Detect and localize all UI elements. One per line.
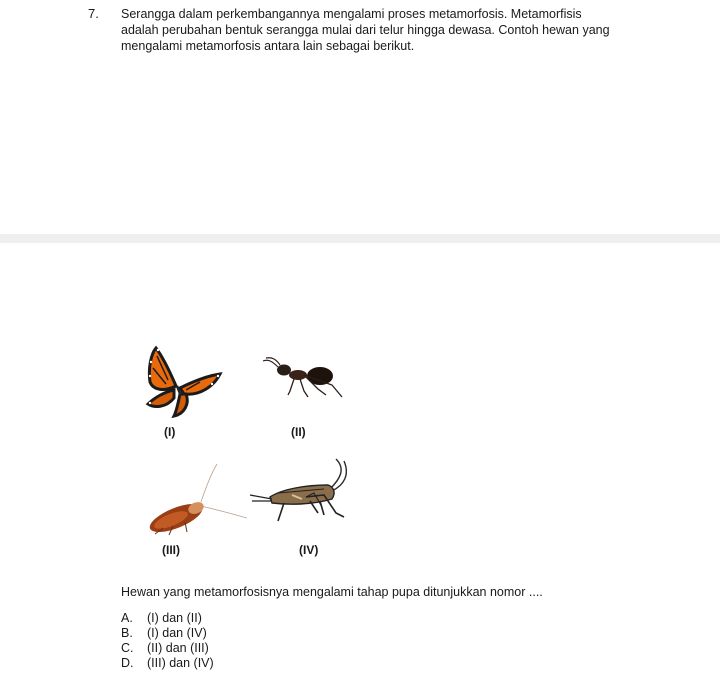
option-c[interactable]: C. (II) dan (III)	[121, 641, 209, 655]
option-a[interactable]: A. (I) dan (II)	[121, 611, 202, 625]
page-divider	[0, 234, 720, 243]
figure-label: (III)	[162, 543, 180, 557]
question-number: 7.	[88, 6, 99, 21]
figure-label: (II)	[291, 425, 306, 439]
option-b[interactable]: B. (I) dan (IV)	[121, 626, 207, 640]
option-d[interactable]: D. (III) dan (IV)	[121, 656, 214, 670]
butterfly-icon	[140, 342, 225, 420]
question-line: adalah perubahan bentuk serangga mulai dari telur hingga dewasa. Contoh hewan yang	[121, 23, 610, 37]
question-prompt: Hewan yang metamorfosisnya mengalami tahap pupa ditunjukkan nomor ....	[121, 585, 543, 599]
cockroach-icon	[143, 462, 248, 537]
cricket-icon	[248, 455, 353, 525]
answer-options	[121, 611, 214, 671]
question-line: mengalami metamorfosis antara lain sebagai berikut.	[121, 39, 415, 53]
figure-label: (I)	[164, 425, 176, 439]
question-line: Serangga dalam perkembangannya mengalami proses metamorfosis. Metamorfisis	[121, 7, 582, 21]
question-text	[121, 6, 633, 54]
figure-label: (IV)	[299, 543, 319, 557]
ant-icon	[260, 355, 348, 400]
